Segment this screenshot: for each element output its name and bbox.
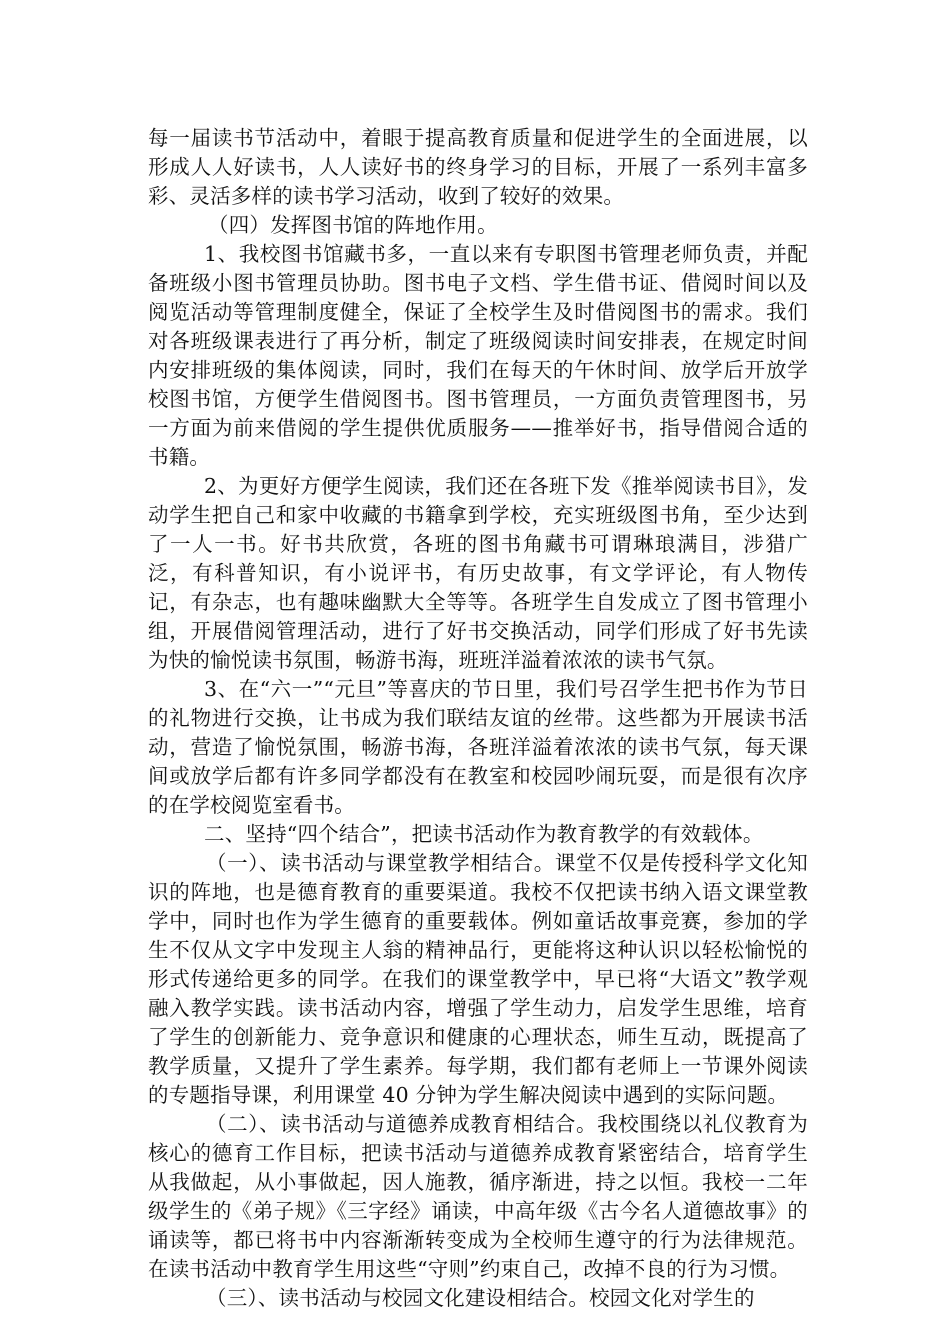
section-heading-four-combinations: 二、坚持“四个结合”，把读书活动作为教育教学的有效载体。	[204, 822, 764, 846]
paragraph-library-item-3: 3、在“六一”“元旦”等喜庆的节日里，我们号召学生把书作为节日的礼物进行交换，让书成为我们联结友谊的丝带。这些都为开展读书活动，营造了愉悦氛围，畅游书海，各班洋溢着浓浓的读书气氛，每天课间或放学后都有许多同学都没有在教室和校园吵闹玩耍，而是很有次序的在学校阅览室看书。	[148, 677, 808, 817]
paragraph-combination-1: （一）、读书活动与课堂教学相结合。课堂不仅是传授科学文化知识的阵地，也是德育教育的重要渠道。我校不仅把读书纳入语文课堂教学中，同时也作为学生德育的重要载体。例如童话故事竞赛，参加的学生不仅从文字中发现主人翁的精神品行，更能将这种认识以轻松愉悦的形式传递给更多的同学。在我们的课堂教学中，早已将“大语文”教学观融入教学实践。读书活动内容，增强了学生动力，启发学生思维，培育了学生的创新能力、竞争意识和健康的心理状态，师生互动，既提高了教学质量，又提升了学生素养。每学期，我们都有老师上一节课外阅读的专题指导课，利用课堂 40 分钟为学生解决阅读中遇到的实际问题。	[148, 851, 808, 1107]
paragraph-library-item-1: 1、我校图书馆藏书多，一直以来有专职图书管理老师负责，并配备班级小图书管理员协助。图书电子文档、学生借书证、借阅时间以及阅览活动等管理制度健全，保证了全校学生及时借阅图书的需求。我们对各班级课表进行了再分析，制定了班级阅读时间安排表，在规定时间内安排班级的集体阅读，同时，我们在每天的午休时间、放学后开放学校图书馆，方便学生借阅图书。图书管理员，一方面负责管理图书，另一方面为前来借阅的学生提供优质服务——推举好书，指导借阅合适的书籍。	[148, 242, 808, 469]
paragraph-intro: 每一届读书节活动中，着眼于提高教育质量和促进学生的全面进展，以形成人人好读书，人人读好书的终身学习的目标，开展了一系列丰富多彩、灵活多样的读书学习活动，收到了较好的效果。	[148, 126, 808, 208]
paragraph-combination-3: （三）、读书活动与校园文化建设相结合。校园文化对学生的	[206, 1286, 755, 1310]
paragraph-library-item-2: 2、为更好方便学生阅读，我们还在各班下发《推举阅读书目》，发动学生把自己和家中收藏的书籍拿到学校，充实班级图书角，至少达到了一人一书。好书共欣赏，各班的图书角藏书可谓琳琅满目，涉猎广泛，有科普知识，有小说评书，有历史故事，有文学评论，有人物传记，有杂志，也有趣味幽默大全等等。各班学生自发成立了图书管理小组，开展借阅管理活动，进行了好书交换活动，同学们形成了好书先读为快的愉悦读书氛围，畅游书海，班班洋溢着浓浓的读书气氛。	[148, 474, 808, 672]
paragraph-combination-2: （二）、读书活动与道德养成教育相结合。我校围绕以礼仪教育为核心的德育工作目标，把读书活动与道德养成教育紧密结合，培育学生从我做起，从小事做起，因人施教，循序渐进，持之以恒。我校一二年级学生的《弟子规》《三字经》诵读，中高年级《古今名人道德故事》的诵读等，都已将书中内容渐渐转变成为全校师生遵守的行为法律规范。在读书活动中教育学生用这些“守则”约束自己，改掉不良的行为习惯。	[148, 1112, 808, 1281]
section-heading-library: （四）发挥图书馆的阵地作用。	[208, 213, 498, 237]
document-body	[148, 124, 808, 1313]
